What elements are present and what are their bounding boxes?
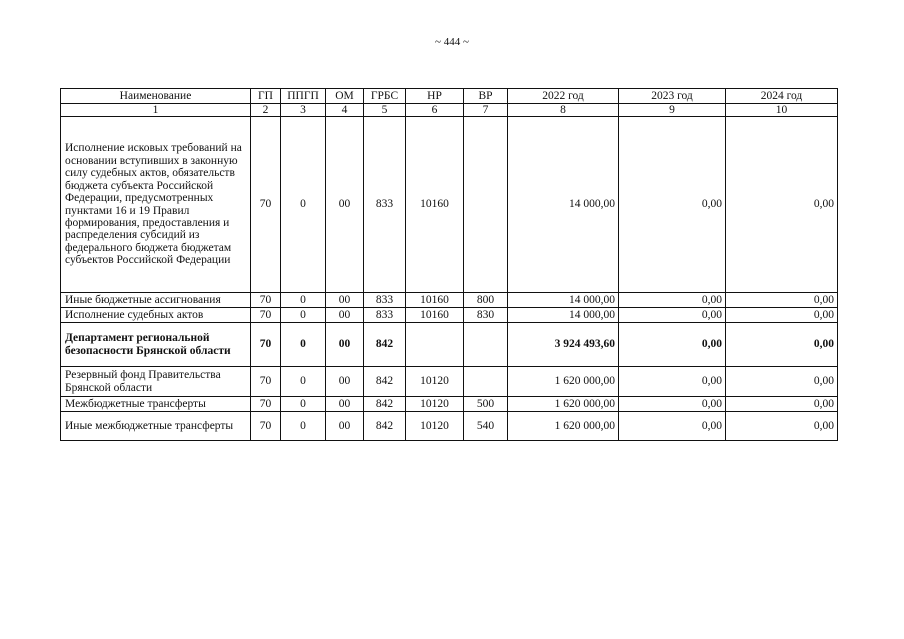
column-number: 4: [326, 104, 364, 117]
cell-2023: 0,00: [619, 397, 726, 412]
cell-gp: 70: [251, 367, 281, 397]
table-row: [61, 308, 838, 323]
column-header: ГРБС: [364, 89, 406, 104]
cell-om: 00: [326, 412, 364, 441]
column-number: 8: [508, 104, 619, 117]
column-header: 2024 год: [726, 89, 838, 104]
column-header: 2022 год: [508, 89, 619, 104]
table-row: [61, 367, 838, 397]
cell-ppgp: 0: [281, 117, 326, 293]
cell-grbs: 833: [364, 308, 406, 323]
column-number-row: [61, 104, 838, 117]
cell-ppgp: 0: [281, 323, 326, 367]
column-header: Наименование: [61, 89, 251, 104]
cell-2022: 1 620 000,00: [508, 412, 619, 441]
cell-ppgp: 0: [281, 308, 326, 323]
cell-2022: 14 000,00: [508, 293, 619, 308]
row-name: Иные бюджетные ассигнования: [61, 293, 251, 308]
cell-2022: 3 924 493,60: [508, 323, 619, 367]
cell-2024: 0,00: [726, 412, 838, 441]
cell-vr: 500: [464, 397, 508, 412]
row-name: Исполнение исковых требований на основании вступивших в законную силу судебных актов, обязательств бюджета субъекта Российской Федерации, предусмотренных пунктами 16 и 19 Правил формирования, предоставления и распределения субсидий из федерального бюджета бюджетам субъектов Российской Федерации: [61, 117, 251, 293]
cell-grbs: 833: [364, 117, 406, 293]
column-header: 2023 год: [619, 89, 726, 104]
cell-gp: 70: [251, 308, 281, 323]
table-row: [61, 397, 838, 412]
cell-om: 00: [326, 367, 364, 397]
row-name: Межбюджетные трансферты: [61, 397, 251, 412]
cell-2024: 0,00: [726, 308, 838, 323]
column-header: ВР: [464, 89, 508, 104]
row-name: Резервный фонд Правительства Брянской области: [61, 367, 251, 397]
page-number: ~ 444 ~: [435, 36, 469, 48]
cell-2022: 1 620 000,00: [508, 397, 619, 412]
table-header-row: [61, 89, 838, 104]
cell-2024: 0,00: [726, 397, 838, 412]
cell-vr: 800: [464, 293, 508, 308]
cell-2024: 0,00: [726, 293, 838, 308]
column-number: 6: [406, 104, 464, 117]
column-header: НР: [406, 89, 464, 104]
row-name: Иные межбюджетные трансферты: [61, 412, 251, 441]
cell-grbs: 842: [364, 367, 406, 397]
cell-om: 00: [326, 308, 364, 323]
cell-grbs: 842: [364, 397, 406, 412]
column-number: 2: [251, 104, 281, 117]
cell-2023: 0,00: [619, 367, 726, 397]
cell-nr: 10160: [406, 293, 464, 308]
cell-2023: 0,00: [619, 308, 726, 323]
cell-gp: 70: [251, 397, 281, 412]
table-row: [61, 412, 838, 441]
table-row: [61, 117, 838, 293]
cell-2023: 0,00: [619, 117, 726, 293]
column-number: 10: [726, 104, 838, 117]
cell-ppgp: 0: [281, 397, 326, 412]
cell-grbs: 842: [364, 412, 406, 441]
cell-ppgp: 0: [281, 412, 326, 441]
column-header: ГП: [251, 89, 281, 104]
cell-2023: 0,00: [619, 323, 726, 367]
table-row: [61, 293, 838, 308]
column-number: 9: [619, 104, 726, 117]
cell-2022: 14 000,00: [508, 117, 619, 293]
table-row: [61, 323, 838, 367]
cell-nr: [406, 323, 464, 367]
cell-vr: 830: [464, 308, 508, 323]
cell-nr: 10120: [406, 412, 464, 441]
column-header: ОМ: [326, 89, 364, 104]
cell-2024: 0,00: [726, 323, 838, 367]
cell-nr: 10120: [406, 397, 464, 412]
cell-2023: 0,00: [619, 412, 726, 441]
cell-gp: 70: [251, 323, 281, 367]
cell-grbs: 842: [364, 323, 406, 367]
cell-nr: 10120: [406, 367, 464, 397]
cell-om: 00: [326, 323, 364, 367]
cell-grbs: 833: [364, 293, 406, 308]
column-number: 3: [281, 104, 326, 117]
column-number: 5: [364, 104, 406, 117]
cell-om: 00: [326, 293, 364, 308]
cell-om: 00: [326, 117, 364, 293]
cell-gp: 70: [251, 117, 281, 293]
cell-2024: 0,00: [726, 367, 838, 397]
row-name: Департамент региональной безопасности Брянской области: [61, 323, 251, 367]
cell-vr: [464, 367, 508, 397]
column-number: 7: [464, 104, 508, 117]
cell-vr: [464, 323, 508, 367]
cell-ppgp: 0: [281, 293, 326, 308]
cell-gp: 70: [251, 293, 281, 308]
row-name: Исполнение судебных актов: [61, 308, 251, 323]
cell-vr: 540: [464, 412, 508, 441]
cell-gp: 70: [251, 412, 281, 441]
budget-table: [60, 88, 838, 441]
cell-2022: 1 620 000,00: [508, 367, 619, 397]
cell-2022: 14 000,00: [508, 308, 619, 323]
cell-nr: 10160: [406, 117, 464, 293]
cell-ppgp: 0: [281, 367, 326, 397]
cell-om: 00: [326, 397, 364, 412]
column-number: 1: [61, 104, 251, 117]
cell-2023: 0,00: [619, 293, 726, 308]
cell-vr: [464, 117, 508, 293]
cell-nr: 10160: [406, 308, 464, 323]
column-header: ППГП: [281, 89, 326, 104]
cell-2024: 0,00: [726, 117, 838, 293]
